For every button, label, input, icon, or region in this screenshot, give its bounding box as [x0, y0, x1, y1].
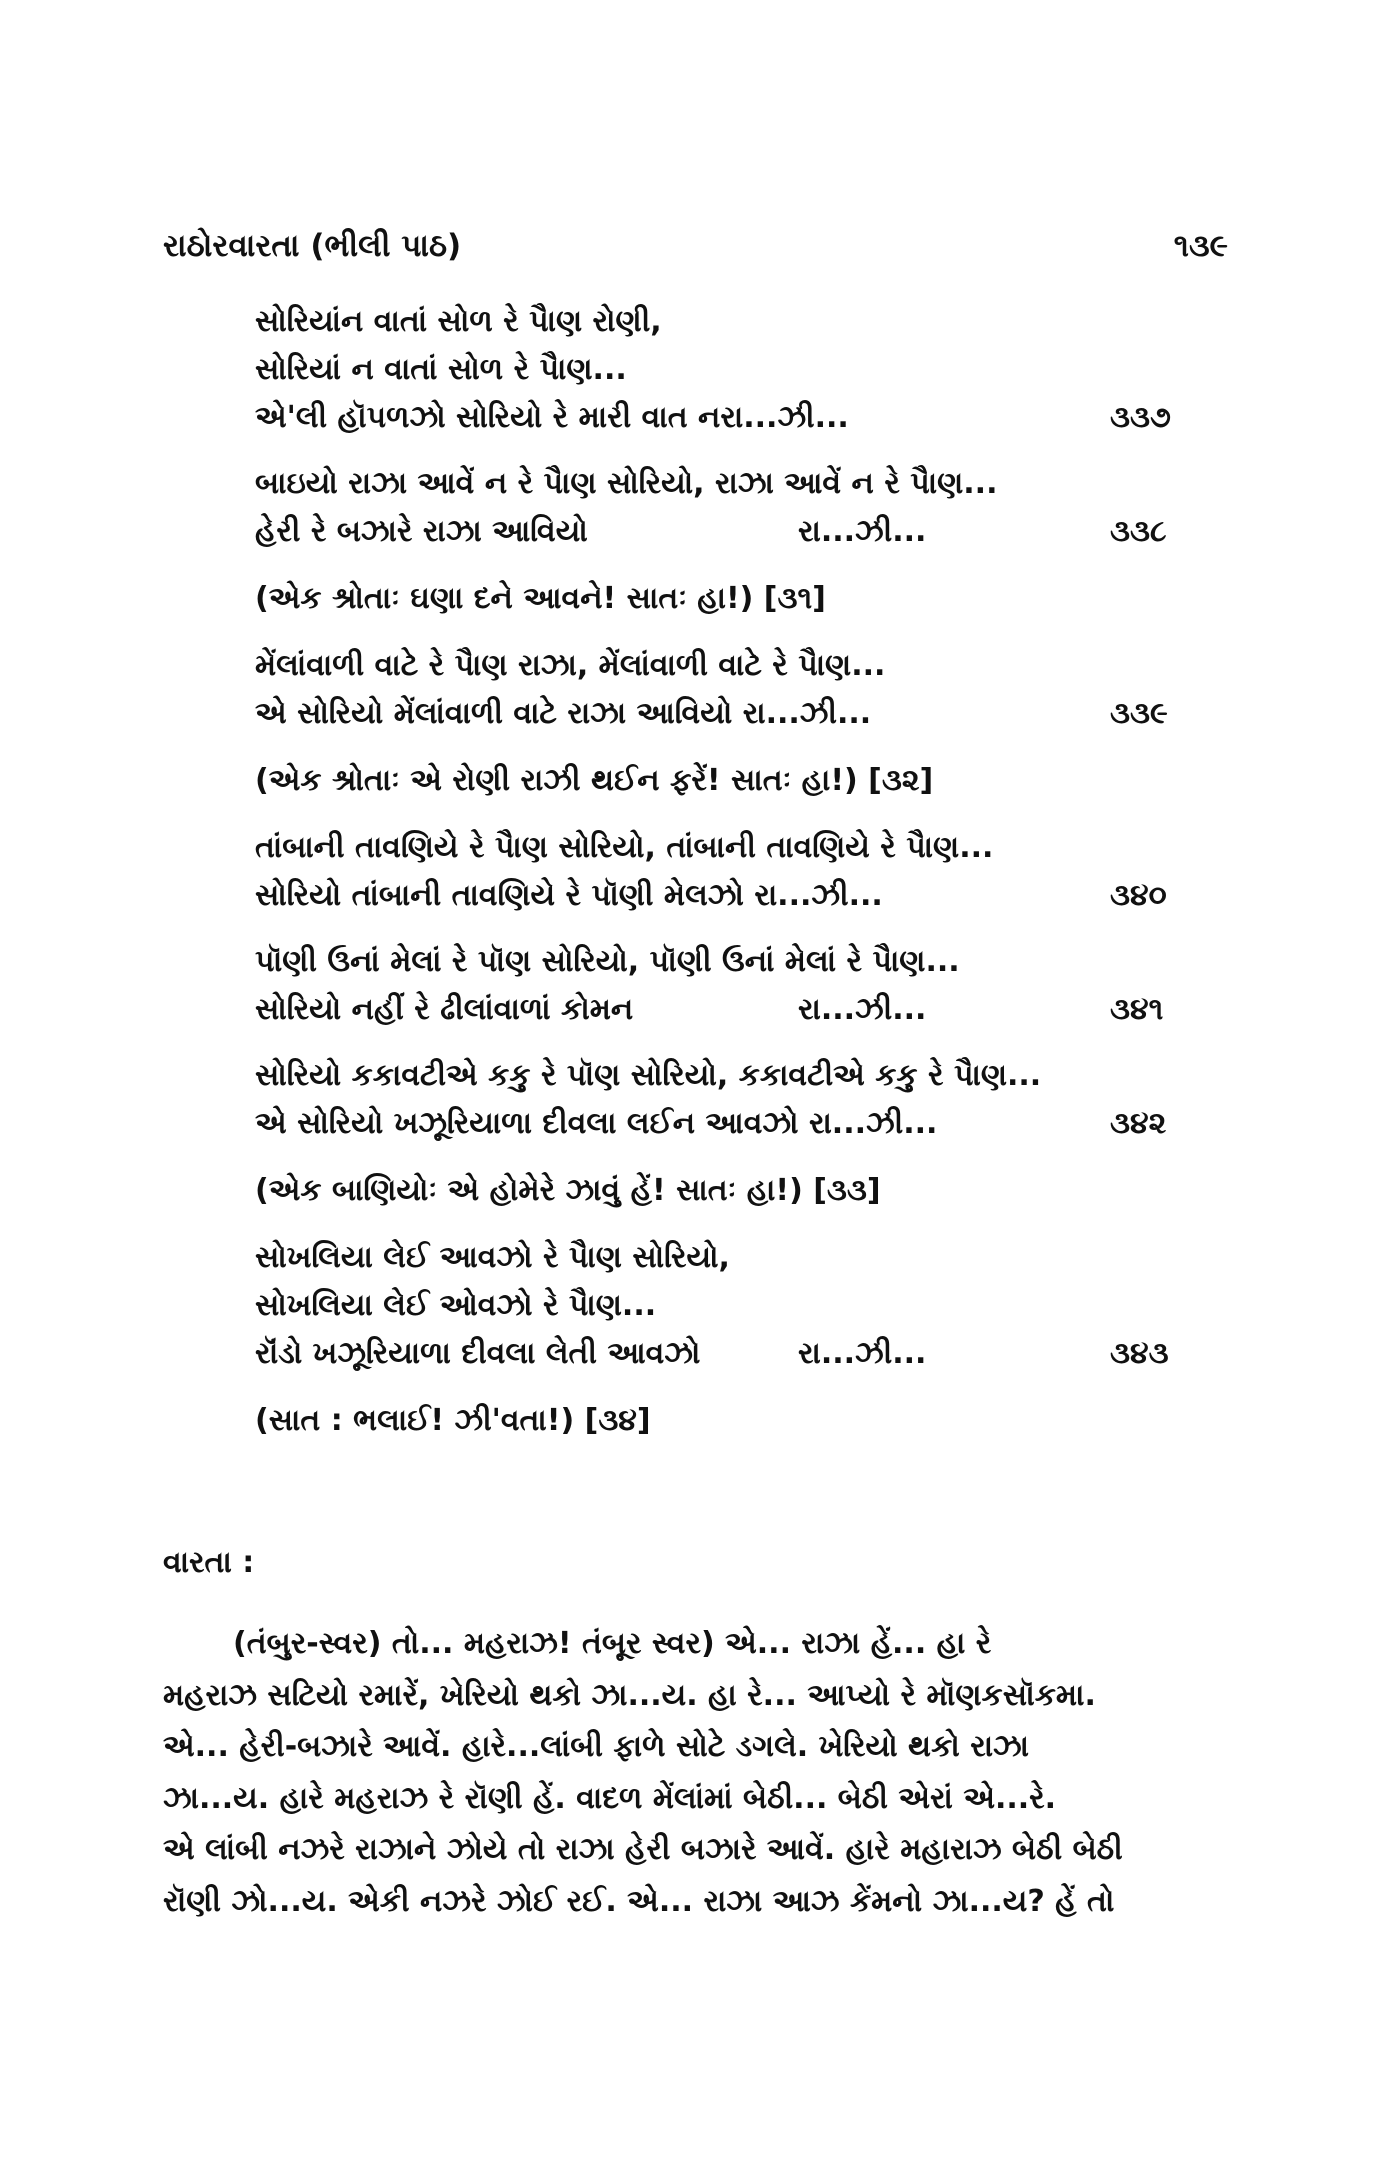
- verse-line: [255, 460, 1185, 508]
- verse-number: ૩૪૨: [1110, 1106, 1167, 1141]
- verse-text: તાંબાની તાવણિયે રે પૈાણ સોરિયો, તાંબાની તાવણિયે રે પૈાણ...: [255, 830, 994, 865]
- verse-line: [255, 1330, 1185, 1378]
- verse-line: [255, 298, 1185, 346]
- verse-text: સોરિયો કકાવટીએ કકુ રે પૉણ સોરિયો, કકાવટીએ કકુ રે પૈાણ...: [255, 1058, 1042, 1093]
- prose-line: એ લાંબી નઝરે રાઝાને ઝોયે તો રાઝા હેરી બઝારે આવેં. હારે મહારાઝ બેઠી બેઠી: [163, 1832, 1123, 1867]
- verse-line: [255, 1052, 1185, 1100]
- page-number: ૧૩૯: [1173, 228, 1228, 264]
- audience-aside: (એક શ્રોતાઃ એ રોણી રાઝી થઈન ફરેં! સાતઃ હા!) [૩૨]: [255, 763, 934, 798]
- section-heading: વારતા :: [163, 1545, 255, 1580]
- running-title: રાઠોરવારતા (ભીલી પાઠ): [163, 228, 462, 264]
- verse-stanza: [255, 642, 1185, 738]
- verse-number: ૩૩૮: [1110, 514, 1167, 549]
- audience-aside: (એક બાણિયોઃ એ હોમેરે ઝાવું હેં! સાતઃ હા!) [૩૩]: [255, 1173, 881, 1208]
- verse-text: બાઇયો રાઝા આવેં ન રે પૈાણ સોરિયો, રાઝા આવેં ન રે પૈાણ...: [255, 466, 998, 501]
- verse-stanza: [255, 1052, 1185, 1148]
- verse-line: [255, 690, 1185, 738]
- page-header: [163, 228, 1228, 272]
- verse-text: સોરિયો તાંબાની તાવણિયે રે પૉણી મેલઝો રા...ઝી...: [255, 878, 883, 913]
- prose-line: મહરાઝ સટિયો રમારેં, ખેરિયો થકો ઝા...ય. હા રે... આપ્યો રે મૉણકસૉકમા.: [163, 1677, 1096, 1713]
- verse-stanza: [255, 938, 1185, 1034]
- verse-stanza: [255, 298, 1185, 442]
- verse-text: એ'લી હૉપળઝો સોરિયો રે મારી વાત નરા...ઝી...: [255, 400, 849, 435]
- verse-text: એ સોરિયો ખઝૂરિયાળા દીવલા લઈન આવઝો રા...ઝી...: [255, 1106, 938, 1141]
- verse-stanza: [255, 460, 1185, 556]
- verse-text: સોરિયાં ન વાતાં સોળ રે પૈાણ...: [255, 352, 627, 387]
- audience-aside: (સાત : ભલાઈ! ઝી'વતા!) [૩૪]: [255, 1403, 651, 1438]
- prose-line: (તંબુર-સ્વર) તો... મહરાઝ! તંબૂર સ્વર) એ... રાઝા હેં... હા રે: [233, 1626, 992, 1661]
- audience-aside: (એક શ્રોતાઃ ઘણા દને આવને! સાતઃ હા!) [૩૧]: [255, 581, 826, 616]
- verse-text: એ સોરિયો મેંલાંવાળી વાટે રાઝા આવિયો રા...ઝી...: [255, 696, 872, 731]
- verse-text: સોરિયો નહીં રે ઢીલાંવાળાં કોમન: [255, 992, 634, 1027]
- verse-line: [255, 508, 1185, 556]
- verse-line: [255, 1100, 1185, 1148]
- verse-text: પૉણી ઉનાં મેલાં રે પૉણ સોરિયો, પૉણી ઉનાં મેલાં રે પૈાણ...: [255, 944, 960, 979]
- verse-line: [255, 1234, 1185, 1282]
- prose-line: એ... હેરી-બઝારે આવેં. હારે...લાંબી ફાળે સોટે ડગલે. ખેરિયો થકો રાઝા: [163, 1729, 1030, 1764]
- verse-number: ૩૪૩: [1110, 1336, 1169, 1371]
- prose-line: ઝા...ય. હારે મહરાઝ રે રૉણી હેં. વાદળ મેંલાંમાં બેઠી... બેઠી એરાં એ...રે.: [163, 1780, 1057, 1816]
- verse-section: [255, 298, 1185, 1464]
- verse-line: [255, 938, 1185, 986]
- verse-number: ૩૪૦: [1110, 878, 1167, 913]
- prose-paragraph: [163, 1618, 1213, 1927]
- verse-refrain: રા...ઝી...: [798, 1336, 927, 1371]
- verse-refrain: રા...ઝી...: [798, 514, 927, 549]
- verse-text: મેંલાંવાળી વાટે રે પૈાણ રાઝા, મેંલાંવાળી વાટે રે પૈાણ...: [255, 648, 886, 683]
- verse-refrain: રા...ઝી...: [798, 992, 927, 1027]
- verse-text: સોખલિયા લેઈ આવઝો રે પૈાણ સોરિયો,: [255, 1240, 730, 1275]
- verse-number: ૩૩૭: [1110, 400, 1171, 435]
- verse-text: સોખલિયા લેઈ ઓવઝો રે પૈાણ...: [255, 1288, 657, 1323]
- verse-line: [255, 824, 1185, 872]
- verse-line: [255, 986, 1185, 1034]
- verse-stanza: [255, 1234, 1185, 1378]
- verse-stanza: [255, 824, 1185, 920]
- verse-text: રૉંડો ખઝૂરિયાળા દીવલા લેતી આવઝો: [255, 1336, 701, 1371]
- verse-line: [255, 394, 1185, 442]
- verse-number: ૩૪૧: [1110, 992, 1164, 1027]
- verse-line: [255, 642, 1185, 690]
- verse-number: ૩૩૯: [1110, 696, 1168, 731]
- verse-text: સોરિયાંન વાતાં સોળ રે પૈાણ રોણી,: [255, 304, 662, 339]
- verse-text: હેરી રે બઝારે રાઝા આવિયો: [255, 514, 588, 549]
- verse-line: [255, 346, 1185, 394]
- prose-line: રૉણી ઝો...ય. એકી નઝરે ઝોઈ રઈ. એ... રાઝા આઝ કેંમનો ઝા...ય? હેં તો: [163, 1883, 1115, 1919]
- verse-line: [255, 1282, 1185, 1330]
- verse-line: [255, 872, 1185, 920]
